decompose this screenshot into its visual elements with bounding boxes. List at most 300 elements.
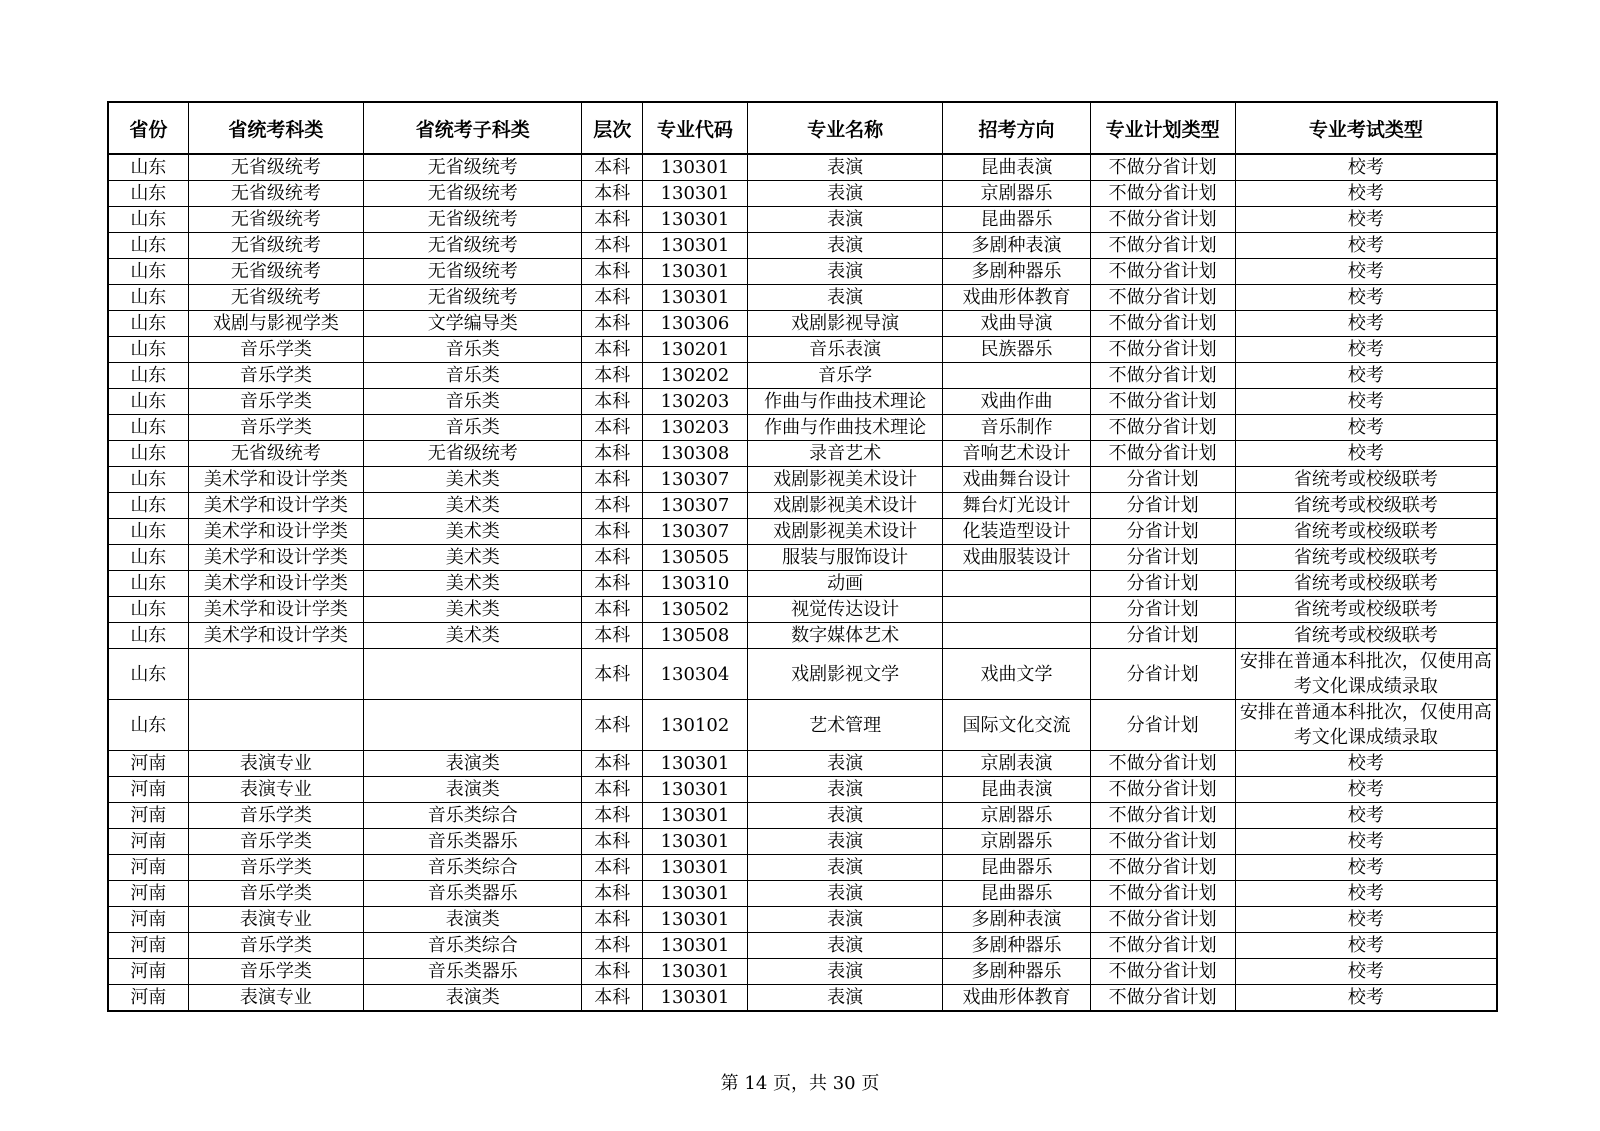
cell-direction: 音乐制作 bbox=[943, 415, 1090, 441]
cell-direction: 京剧器乐 bbox=[943, 803, 1090, 829]
cell-major-code: 130301 bbox=[643, 154, 748, 181]
cell-direction: 戏曲舞台设计 bbox=[943, 467, 1090, 493]
cell-exam-subcategory: 音乐类 bbox=[364, 415, 582, 441]
cell-level: 本科 bbox=[582, 259, 643, 285]
cell-province: 山东 bbox=[108, 571, 188, 597]
cell-province: 山东 bbox=[108, 259, 188, 285]
cell-level: 本科 bbox=[582, 311, 643, 337]
cell-major-code: 130301 bbox=[643, 233, 748, 259]
table-row bbox=[108, 467, 1497, 493]
cell-major-code: 130203 bbox=[643, 389, 748, 415]
cell-plan-type: 不做分省计划 bbox=[1090, 959, 1235, 985]
cell-major-code: 130301 bbox=[643, 181, 748, 207]
cell-exam-type: 校考 bbox=[1235, 337, 1497, 363]
cell-exam-type: 校考 bbox=[1235, 881, 1497, 907]
cell-exam-category bbox=[188, 700, 364, 751]
table-row bbox=[108, 597, 1497, 623]
cell-level: 本科 bbox=[582, 700, 643, 751]
cell-province: 山东 bbox=[108, 597, 188, 623]
table-row bbox=[108, 985, 1497, 1012]
cell-exam-subcategory: 表演类 bbox=[364, 907, 582, 933]
cell-exam-subcategory: 音乐类 bbox=[364, 363, 582, 389]
cell-major-name: 表演 bbox=[747, 154, 943, 181]
enrollment-table bbox=[107, 101, 1498, 1012]
cell-level: 本科 bbox=[582, 285, 643, 311]
cell-level: 本科 bbox=[582, 233, 643, 259]
cell-exam-type: 校考 bbox=[1235, 259, 1497, 285]
cell-major-name: 戏剧影视文学 bbox=[747, 649, 943, 700]
cell-plan-type: 不做分省计划 bbox=[1090, 933, 1235, 959]
cell-exam-type: 安排在普通本科批次，仅使用高考文化课成绩录取 bbox=[1235, 700, 1497, 751]
cell-exam-subcategory: 美术类 bbox=[364, 493, 582, 519]
cell-province: 山东 bbox=[108, 154, 188, 181]
cell-exam-category: 美术学和设计学类 bbox=[188, 467, 364, 493]
cell-exam-subcategory: 表演类 bbox=[364, 777, 582, 803]
cell-exam-subcategory bbox=[364, 700, 582, 751]
table-row bbox=[108, 933, 1497, 959]
cell-exam-type: 省统考或校级联考 bbox=[1235, 597, 1497, 623]
table-row bbox=[108, 700, 1497, 751]
cell-exam-subcategory: 无省级统考 bbox=[364, 441, 582, 467]
cell-major-code: 130304 bbox=[643, 649, 748, 700]
cell-major-name: 戏剧影视美术设计 bbox=[747, 493, 943, 519]
cell-direction: 昆曲器乐 bbox=[943, 881, 1090, 907]
cell-major-code: 130201 bbox=[643, 337, 748, 363]
cell-exam-category: 无省级统考 bbox=[188, 207, 364, 233]
cell-exam-category: 表演专业 bbox=[188, 777, 364, 803]
cell-level: 本科 bbox=[582, 777, 643, 803]
cell-major-name: 动画 bbox=[747, 571, 943, 597]
cell-major-code: 130301 bbox=[643, 933, 748, 959]
cell-major-code: 130307 bbox=[643, 467, 748, 493]
cell-exam-subcategory: 无省级统考 bbox=[364, 233, 582, 259]
cell-plan-type: 不做分省计划 bbox=[1090, 415, 1235, 441]
cell-exam-type: 校考 bbox=[1235, 363, 1497, 389]
cell-exam-subcategory: 无省级统考 bbox=[364, 181, 582, 207]
table-row bbox=[108, 493, 1497, 519]
table-row bbox=[108, 777, 1497, 803]
cell-major-code: 130502 bbox=[643, 597, 748, 623]
cell-major-code: 130301 bbox=[643, 803, 748, 829]
cell-level: 本科 bbox=[582, 389, 643, 415]
cell-plan-type: 不做分省计划 bbox=[1090, 777, 1235, 803]
cell-province: 河南 bbox=[108, 881, 188, 907]
cell-level: 本科 bbox=[582, 415, 643, 441]
cell-plan-type: 分省计划 bbox=[1090, 623, 1235, 649]
cell-province: 山东 bbox=[108, 519, 188, 545]
table-row bbox=[108, 154, 1497, 181]
cell-direction: 多剧种表演 bbox=[943, 233, 1090, 259]
cell-direction: 戏曲文学 bbox=[943, 649, 1090, 700]
cell-major-code: 130301 bbox=[643, 777, 748, 803]
header-province: 省份 bbox=[108, 102, 188, 154]
cell-exam-category: 无省级统考 bbox=[188, 181, 364, 207]
cell-plan-type: 不做分省计划 bbox=[1090, 855, 1235, 881]
cell-plan-type: 不做分省计划 bbox=[1090, 311, 1235, 337]
cell-province: 山东 bbox=[108, 649, 188, 700]
cell-exam-type: 校考 bbox=[1235, 389, 1497, 415]
header-direction: 招考方向 bbox=[943, 102, 1090, 154]
cell-exam-subcategory: 无省级统考 bbox=[364, 154, 582, 181]
cell-direction bbox=[943, 597, 1090, 623]
cell-exam-type: 校考 bbox=[1235, 933, 1497, 959]
table-row bbox=[108, 571, 1497, 597]
cell-level: 本科 bbox=[582, 829, 643, 855]
cell-exam-category: 美术学和设计学类 bbox=[188, 571, 364, 597]
cell-major-name: 表演 bbox=[747, 985, 943, 1012]
cell-plan-type: 不做分省计划 bbox=[1090, 154, 1235, 181]
table-row bbox=[108, 803, 1497, 829]
cell-exam-subcategory: 美术类 bbox=[364, 545, 582, 571]
cell-major-code: 130301 bbox=[643, 881, 748, 907]
cell-exam-subcategory: 表演类 bbox=[364, 985, 582, 1012]
cell-exam-subcategory: 美术类 bbox=[364, 571, 582, 597]
cell-exam-type: 安排在普通本科批次，仅使用高考文化课成绩录取 bbox=[1235, 649, 1497, 700]
header-level: 层次 bbox=[582, 102, 643, 154]
table-row bbox=[108, 363, 1497, 389]
cell-major-name: 表演 bbox=[747, 777, 943, 803]
cell-major-code: 130203 bbox=[643, 415, 748, 441]
cell-major-name: 表演 bbox=[747, 959, 943, 985]
header-exam-type: 专业考试类型 bbox=[1235, 102, 1497, 154]
cell-level: 本科 bbox=[582, 337, 643, 363]
cell-exam-type: 省统考或校级联考 bbox=[1235, 623, 1497, 649]
cell-exam-subcategory bbox=[364, 649, 582, 700]
cell-exam-category: 音乐学类 bbox=[188, 959, 364, 985]
cell-province: 山东 bbox=[108, 233, 188, 259]
cell-province: 河南 bbox=[108, 985, 188, 1012]
cell-province: 山东 bbox=[108, 545, 188, 571]
cell-major-code: 130310 bbox=[643, 571, 748, 597]
table-row bbox=[108, 389, 1497, 415]
table-row bbox=[108, 337, 1497, 363]
cell-exam-type: 省统考或校级联考 bbox=[1235, 467, 1497, 493]
cell-major-code: 130301 bbox=[643, 829, 748, 855]
cell-major-code: 130301 bbox=[643, 855, 748, 881]
table-row bbox=[108, 181, 1497, 207]
cell-exam-category: 美术学和设计学类 bbox=[188, 597, 364, 623]
cell-major-name: 表演 bbox=[747, 803, 943, 829]
cell-plan-type: 分省计划 bbox=[1090, 597, 1235, 623]
cell-exam-type: 校考 bbox=[1235, 829, 1497, 855]
table-row bbox=[108, 259, 1497, 285]
cell-major-code: 130301 bbox=[643, 959, 748, 985]
cell-direction: 戏曲形体教育 bbox=[943, 985, 1090, 1012]
cell-exam-category: 音乐学类 bbox=[188, 415, 364, 441]
cell-exam-subcategory: 美术类 bbox=[364, 519, 582, 545]
cell-direction: 多剧种表演 bbox=[943, 907, 1090, 933]
cell-province: 河南 bbox=[108, 959, 188, 985]
cell-exam-type: 校考 bbox=[1235, 285, 1497, 311]
cell-direction: 音响艺术设计 bbox=[943, 441, 1090, 467]
cell-exam-type: 校考 bbox=[1235, 803, 1497, 829]
cell-plan-type: 不做分省计划 bbox=[1090, 441, 1235, 467]
cell-plan-type: 不做分省计划 bbox=[1090, 259, 1235, 285]
cell-province: 河南 bbox=[108, 777, 188, 803]
cell-exam-category: 无省级统考 bbox=[188, 441, 364, 467]
cell-direction: 京剧器乐 bbox=[943, 829, 1090, 855]
cell-major-name: 服装与服饰设计 bbox=[747, 545, 943, 571]
cell-exam-subcategory: 美术类 bbox=[364, 467, 582, 493]
cell-province: 山东 bbox=[108, 181, 188, 207]
cell-level: 本科 bbox=[582, 959, 643, 985]
cell-direction: 多剧种器乐 bbox=[943, 259, 1090, 285]
cell-province: 山东 bbox=[108, 467, 188, 493]
cell-direction: 昆曲表演 bbox=[943, 777, 1090, 803]
table-row bbox=[108, 881, 1497, 907]
cell-exam-type: 校考 bbox=[1235, 154, 1497, 181]
cell-level: 本科 bbox=[582, 545, 643, 571]
cell-exam-category: 音乐学类 bbox=[188, 337, 364, 363]
cell-plan-type: 不做分省计划 bbox=[1090, 181, 1235, 207]
cell-exam-type: 校考 bbox=[1235, 751, 1497, 777]
cell-exam-subcategory: 文学编导类 bbox=[364, 311, 582, 337]
cell-province: 山东 bbox=[108, 311, 188, 337]
cell-major-name: 表演 bbox=[747, 933, 943, 959]
cell-plan-type: 不做分省计划 bbox=[1090, 907, 1235, 933]
cell-major-name: 表演 bbox=[747, 881, 943, 907]
cell-major-name: 戏剧影视美术设计 bbox=[747, 467, 943, 493]
cell-province: 山东 bbox=[108, 285, 188, 311]
cell-exam-category: 音乐学类 bbox=[188, 881, 364, 907]
cell-plan-type: 分省计划 bbox=[1090, 519, 1235, 545]
cell-exam-subcategory: 无省级统考 bbox=[364, 285, 582, 311]
cell-exam-category: 无省级统考 bbox=[188, 233, 364, 259]
cell-major-name: 视觉传达设计 bbox=[747, 597, 943, 623]
cell-exam-subcategory: 音乐类综合 bbox=[364, 803, 582, 829]
cell-plan-type: 不做分省计划 bbox=[1090, 363, 1235, 389]
table-row bbox=[108, 233, 1497, 259]
cell-exam-subcategory: 表演类 bbox=[364, 751, 582, 777]
cell-major-name: 作曲与作曲技术理论 bbox=[747, 389, 943, 415]
cell-province: 山东 bbox=[108, 389, 188, 415]
cell-direction: 民族器乐 bbox=[943, 337, 1090, 363]
cell-exam-subcategory: 音乐类综合 bbox=[364, 855, 582, 881]
cell-province: 山东 bbox=[108, 337, 188, 363]
cell-major-code: 130307 bbox=[643, 493, 748, 519]
cell-exam-category: 音乐学类 bbox=[188, 855, 364, 881]
cell-direction: 舞台灯光设计 bbox=[943, 493, 1090, 519]
cell-exam-type: 校考 bbox=[1235, 207, 1497, 233]
cell-major-name: 表演 bbox=[747, 259, 943, 285]
cell-direction: 多剧种器乐 bbox=[943, 959, 1090, 985]
cell-exam-subcategory: 音乐类综合 bbox=[364, 933, 582, 959]
cell-major-code: 130202 bbox=[643, 363, 748, 389]
table-row bbox=[108, 415, 1497, 441]
cell-exam-type: 校考 bbox=[1235, 855, 1497, 881]
cell-province: 山东 bbox=[108, 441, 188, 467]
table-row bbox=[108, 649, 1497, 700]
cell-exam-subcategory: 音乐类 bbox=[364, 337, 582, 363]
table-row bbox=[108, 751, 1497, 777]
cell-level: 本科 bbox=[582, 907, 643, 933]
cell-province: 河南 bbox=[108, 855, 188, 881]
cell-exam-type: 省统考或校级联考 bbox=[1235, 571, 1497, 597]
cell-province: 山东 bbox=[108, 493, 188, 519]
cell-exam-type: 省统考或校级联考 bbox=[1235, 519, 1497, 545]
cell-major-name: 表演 bbox=[747, 855, 943, 881]
cell-major-name: 戏剧影视导演 bbox=[747, 311, 943, 337]
cell-major-code: 130301 bbox=[643, 907, 748, 933]
cell-direction bbox=[943, 363, 1090, 389]
cell-exam-subcategory: 音乐类器乐 bbox=[364, 881, 582, 907]
cell-exam-subcategory: 无省级统考 bbox=[364, 259, 582, 285]
table-body bbox=[108, 154, 1497, 1011]
cell-exam-category: 美术学和设计学类 bbox=[188, 493, 364, 519]
cell-level: 本科 bbox=[582, 751, 643, 777]
cell-plan-type: 不做分省计划 bbox=[1090, 233, 1235, 259]
cell-exam-type: 省统考或校级联考 bbox=[1235, 493, 1497, 519]
cell-level: 本科 bbox=[582, 623, 643, 649]
cell-level: 本科 bbox=[582, 571, 643, 597]
cell-exam-category: 戏剧与影视学类 bbox=[188, 311, 364, 337]
cell-province: 河南 bbox=[108, 933, 188, 959]
cell-plan-type: 不做分省计划 bbox=[1090, 803, 1235, 829]
cell-exam-type: 省统考或校级联考 bbox=[1235, 545, 1497, 571]
cell-exam-category bbox=[188, 649, 364, 700]
cell-level: 本科 bbox=[582, 519, 643, 545]
cell-exam-subcategory: 无省级统考 bbox=[364, 207, 582, 233]
cell-level: 本科 bbox=[582, 933, 643, 959]
cell-exam-category: 美术学和设计学类 bbox=[188, 519, 364, 545]
cell-major-code: 130301 bbox=[643, 285, 748, 311]
cell-exam-category: 音乐学类 bbox=[188, 933, 364, 959]
cell-direction bbox=[943, 623, 1090, 649]
cell-province: 河南 bbox=[108, 803, 188, 829]
cell-level: 本科 bbox=[582, 649, 643, 700]
cell-major-code: 130301 bbox=[643, 259, 748, 285]
cell-exam-subcategory: 音乐类器乐 bbox=[364, 959, 582, 985]
cell-direction: 戏曲导演 bbox=[943, 311, 1090, 337]
table-row bbox=[108, 623, 1497, 649]
cell-plan-type: 不做分省计划 bbox=[1090, 389, 1235, 415]
header-exam-subcategory: 省统考子科类 bbox=[364, 102, 582, 154]
table-row bbox=[108, 207, 1497, 233]
cell-major-code: 130301 bbox=[643, 751, 748, 777]
cell-major-code: 130508 bbox=[643, 623, 748, 649]
cell-major-name: 表演 bbox=[747, 907, 943, 933]
cell-direction: 昆曲器乐 bbox=[943, 207, 1090, 233]
cell-exam-subcategory: 美术类 bbox=[364, 597, 582, 623]
cell-exam-category: 音乐学类 bbox=[188, 803, 364, 829]
cell-level: 本科 bbox=[582, 597, 643, 623]
header-plan-type: 专业计划类型 bbox=[1090, 102, 1235, 154]
cell-plan-type: 分省计划 bbox=[1090, 649, 1235, 700]
cell-direction: 戏曲形体教育 bbox=[943, 285, 1090, 311]
cell-plan-type: 不做分省计划 bbox=[1090, 829, 1235, 855]
cell-level: 本科 bbox=[582, 881, 643, 907]
table-row bbox=[108, 545, 1497, 571]
cell-major-code: 130301 bbox=[643, 207, 748, 233]
cell-major-code: 130102 bbox=[643, 700, 748, 751]
cell-province: 山东 bbox=[108, 207, 188, 233]
cell-plan-type: 分省计划 bbox=[1090, 467, 1235, 493]
cell-exam-type: 校考 bbox=[1235, 415, 1497, 441]
cell-plan-type: 不做分省计划 bbox=[1090, 881, 1235, 907]
cell-plan-type: 不做分省计划 bbox=[1090, 985, 1235, 1012]
table-row bbox=[108, 959, 1497, 985]
cell-exam-type: 校考 bbox=[1235, 985, 1497, 1012]
cell-major-name: 作曲与作曲技术理论 bbox=[747, 415, 943, 441]
cell-direction: 昆曲表演 bbox=[943, 154, 1090, 181]
cell-exam-category: 音乐学类 bbox=[188, 829, 364, 855]
cell-level: 本科 bbox=[582, 181, 643, 207]
cell-exam-type: 校考 bbox=[1235, 441, 1497, 467]
table-row bbox=[108, 311, 1497, 337]
cell-plan-type: 分省计划 bbox=[1090, 700, 1235, 751]
cell-exam-subcategory: 音乐类 bbox=[364, 389, 582, 415]
table-row bbox=[108, 285, 1497, 311]
table-row bbox=[108, 907, 1497, 933]
cell-province: 山东 bbox=[108, 623, 188, 649]
cell-plan-type: 分省计划 bbox=[1090, 493, 1235, 519]
cell-exam-type: 校考 bbox=[1235, 233, 1497, 259]
cell-plan-type: 不做分省计划 bbox=[1090, 207, 1235, 233]
cell-exam-subcategory: 音乐类器乐 bbox=[364, 829, 582, 855]
cell-plan-type: 分省计划 bbox=[1090, 545, 1235, 571]
page-number: 第 14 页，共 30 页 bbox=[720, 1073, 880, 1094]
header-major-name: 专业名称 bbox=[747, 102, 943, 154]
table-row bbox=[108, 519, 1497, 545]
cell-exam-category: 无省级统考 bbox=[188, 259, 364, 285]
cell-province: 山东 bbox=[108, 700, 188, 751]
cell-major-name: 表演 bbox=[747, 233, 943, 259]
cell-province: 河南 bbox=[108, 751, 188, 777]
cell-major-name: 艺术管理 bbox=[747, 700, 943, 751]
cell-direction bbox=[943, 571, 1090, 597]
cell-direction: 国际文化交流 bbox=[943, 700, 1090, 751]
cell-exam-subcategory: 美术类 bbox=[364, 623, 582, 649]
cell-exam-type: 校考 bbox=[1235, 181, 1497, 207]
cell-direction: 化装造型设计 bbox=[943, 519, 1090, 545]
cell-exam-type: 校考 bbox=[1235, 311, 1497, 337]
cell-direction: 昆曲器乐 bbox=[943, 855, 1090, 881]
header-exam-category: 省统考科类 bbox=[188, 102, 364, 154]
cell-direction: 戏曲作曲 bbox=[943, 389, 1090, 415]
cell-direction: 戏曲服装设计 bbox=[943, 545, 1090, 571]
table-row bbox=[108, 855, 1497, 881]
cell-level: 本科 bbox=[582, 154, 643, 181]
cell-exam-category: 音乐学类 bbox=[188, 363, 364, 389]
cell-major-code: 130306 bbox=[643, 311, 748, 337]
cell-major-name: 音乐表演 bbox=[747, 337, 943, 363]
cell-major-name: 戏剧影视美术设计 bbox=[747, 519, 943, 545]
cell-level: 本科 bbox=[582, 207, 643, 233]
cell-major-name: 表演 bbox=[747, 829, 943, 855]
header-major-code: 专业代码 bbox=[643, 102, 748, 154]
cell-exam-category: 无省级统考 bbox=[188, 285, 364, 311]
cell-exam-category: 表演专业 bbox=[188, 751, 364, 777]
cell-exam-category: 美术学和设计学类 bbox=[188, 545, 364, 571]
cell-major-code: 130307 bbox=[643, 519, 748, 545]
cell-exam-category: 音乐学类 bbox=[188, 389, 364, 415]
cell-plan-type: 不做分省计划 bbox=[1090, 337, 1235, 363]
cell-province: 河南 bbox=[108, 907, 188, 933]
cell-major-name: 表演 bbox=[747, 285, 943, 311]
cell-direction: 多剧种器乐 bbox=[943, 933, 1090, 959]
cell-plan-type: 分省计划 bbox=[1090, 571, 1235, 597]
cell-direction: 京剧器乐 bbox=[943, 181, 1090, 207]
cell-direction: 京剧表演 bbox=[943, 751, 1090, 777]
cell-major-code: 130308 bbox=[643, 441, 748, 467]
cell-major-name: 表演 bbox=[747, 181, 943, 207]
cell-major-name: 数字媒体艺术 bbox=[747, 623, 943, 649]
cell-major-code: 130301 bbox=[643, 985, 748, 1012]
cell-level: 本科 bbox=[582, 803, 643, 829]
cell-exam-category: 表演专业 bbox=[188, 985, 364, 1012]
cell-major-name: 表演 bbox=[747, 751, 943, 777]
cell-exam-type: 校考 bbox=[1235, 959, 1497, 985]
